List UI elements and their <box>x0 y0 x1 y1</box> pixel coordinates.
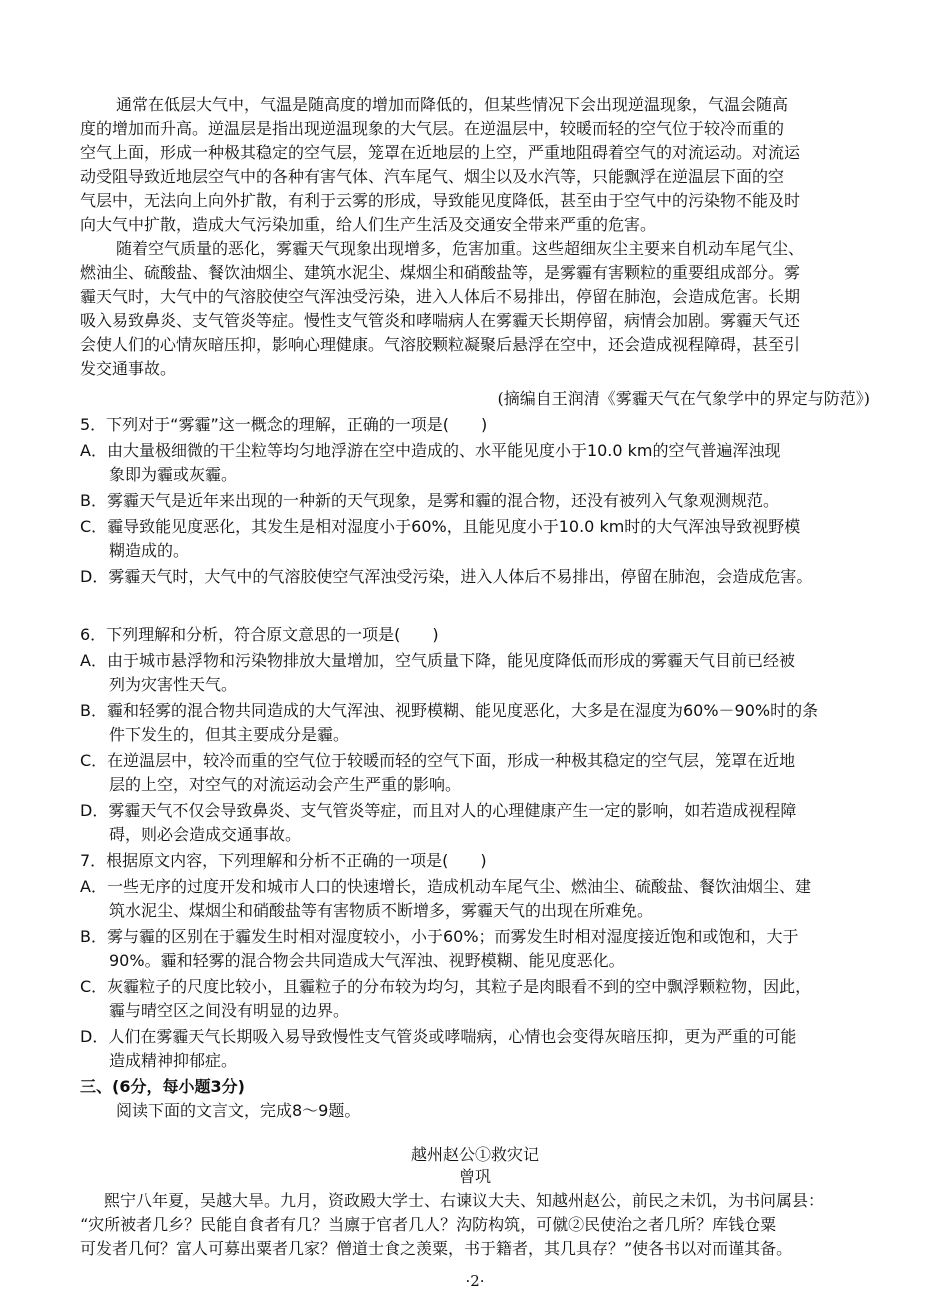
q7-option-c: C．灰霾粒子的尺度比较小，且霾粒子的分布较为均匀，其粒子是肉眼看不到的空中飘浮颗粒物，因此， <box>80 977 812 996</box>
q7-option-d: D．人们在雾霾天气长期吸入易导致慢性支气管炎或哮喘病，心情也会变得灰暗压抑，更为严重的可能 <box>80 1027 797 1046</box>
q7-option-b: B．雾与霾的区别在于霾发生时相对湿度较小，小于60%；而雾发生时相对湿度接近饱和或饱和，大于 <box>80 927 799 946</box>
classical-author: 曾巩 <box>458 1167 491 1186</box>
passage-line: 动受阻导致近地层空气中的各种有害气体、汽车尾气、烟尘以及水汽等，只能飘浮在逆温层下面的空 <box>80 167 785 186</box>
classical-line: 可发者几何？富人可募出粟者几家？僧道士食之羡粟，书于籍者，其几具存？”使各书以对而谨其备。 <box>80 1239 793 1258</box>
q5-option-a-cont: 象即为霾或灰霾。 <box>109 465 238 484</box>
section-heading: 三、(6分，每小题3分) <box>80 1077 245 1096</box>
q6-option-b-cont: 件下发生的，但其主要成分是霾。 <box>109 725 350 744</box>
q5-option-c-cont: 糊造成的。 <box>109 541 190 560</box>
q6-option-a-cont: 列为灾害性天气。 <box>109 675 238 694</box>
q6-option-a: A．由于城市悬浮物和污染物排放大量增加，空气质量下降，能见度降低而形成的雾霾天气目前已经被 <box>80 651 795 670</box>
q7-option-c-cont: 霾与晴空区之间没有明显的边界。 <box>109 1001 350 1020</box>
q7-option-a-cont: 筑水泥尘、煤烟尘和硝酸盐等有害物质不断增多，雾霾天气的出现在所难免。 <box>109 901 654 920</box>
section-instruction: 阅读下面的文言文，完成8～9题。 <box>116 1101 361 1120</box>
passage-line: 向大气中扩散，造成大气污染加重，给人们生产生活及交通安全带来严重的危害。 <box>80 215 657 234</box>
q6-option-b: B．霾和轻雾的混合物共同造成的大气浑浊、视野模糊、能见度恶化，大多是在湿度为60%－90%时的条 <box>80 701 819 720</box>
classical-line: 熙宁八年夏，吴越大旱。九月，资政殿大学士、右谏议大夫、知越州赵公，前民之未饥，为书问属县： <box>104 1191 825 1210</box>
passage-line: 气层中，无法向上向外扩散，有利于云雾的形成，导致能见度降低，甚至由于空气中的污染物不能及时 <box>80 191 801 210</box>
page-number: ·2· <box>465 1272 485 1290</box>
question-6-stem: 6．下列理解和分析，符合原文意思的一项是( ) <box>80 625 439 644</box>
q5-option-a: A．由大量极细微的干尘粒等均匀地浮游在空中造成的、水平能见度小于10.0 km的空气普遍浑浊现 <box>80 441 781 460</box>
q5-option-b: B．雾霾天气是近年来出现的一种新的天气现象，是雾和霾的混合物，还没有被列入气象观测规范。 <box>80 491 779 510</box>
passage-line: 发交通事故。 <box>80 359 177 378</box>
q7-option-d-cont: 造成精神抑郁症。 <box>109 1051 238 1070</box>
passage-source: (摘编自王润清《雾霾天气在气象学中的界定与防范》) <box>497 389 870 408</box>
classical-line: “灾所被者几乡？民能自食者有几？当廪于官者几人？沟防构筑，可僦②民使治之者几所？库钱仓粟 <box>80 1215 777 1234</box>
passage-line: 会使人们的心情灰暗压抑，影响心理健康。气溶胶颗粒凝聚后悬浮在空中，还会造成视程障碍，甚至引 <box>80 335 801 354</box>
classical-title: 越州赵公①救灾记 <box>410 1145 539 1164</box>
q7-option-a: A．一些无序的过度开发和城市人口的快速增长，造成机动车尾气尘、燃油尘、硫酸盐、餐饮油烟尘、建 <box>80 877 811 896</box>
q6-option-c-cont: 层的上空，对空气的对流运动会产生严重的影响。 <box>109 775 462 794</box>
passage-line: 吸入易致鼻炎、支气管炎等症。慢性支气管炎和哮喘病人在雾霾天长期停留，病情会加剧。雾霾天气还 <box>80 311 801 330</box>
q6-option-d: D．雾霾天气不仅会导致鼻炎、支气管炎等症，而且对人的心理健康产生一定的影响，如若造成视程障 <box>80 801 797 820</box>
question-7-stem: 7．根据原文内容，下列理解和分析不正确的一项是( ) <box>80 851 487 870</box>
q6-option-c: C．在逆温层中，较冷而重的空气位于较暖而轻的空气下面，形成一种极其稳定的空气层，笼罩在近地 <box>80 751 796 770</box>
passage-line: 燃油尘、硫酸盐、餐饮油烟尘、建筑水泥尘、煤烟尘和硝酸盐等，是雾霾有害颗粒的重要组成部分。雾 <box>80 263 801 282</box>
passage-line: 随着空气质量的恶化，雾霾天气现象出现增多，危害加重。这些超细灰尘主要来自机动车尾气尘、 <box>116 239 805 258</box>
q6-option-d-cont: 碍，则必会造成交通事故。 <box>109 825 302 844</box>
passage-line: 空气上面，形成一种极其稳定的空气层，笼罩在近地层的上空，严重地阻碍着空气的对流运动。对流运 <box>80 143 801 162</box>
q7-option-b-cont: 90%。霾和轻雾的混合物会共同造成大气浑浊、视野模糊、能见度恶化。 <box>109 951 625 970</box>
passage-line: 通常在低层大气中，气温是随高度的增加而降低的，但某些情况下会出现逆温现象，气温会随高 <box>116 95 789 114</box>
q5-option-d: D．雾霾天气时，大气中的气溶胶使空气浑浊受污染，进入人体后不易排出，停留在肺泡，会造成危害。 <box>80 567 813 586</box>
passage-line: 度的增加而升高。逆温层是指出现逆温现象的大气层。在逆温层中，较暖而轻的空气位于较冷而重的 <box>80 119 785 138</box>
q5-option-c: C．霾导致能见度恶化，其发生是相对湿度小于60%，且能见度小于10.0 km时的大气浑浊导致视野模 <box>80 517 801 536</box>
question-5-stem: 5．下列对于“雾霾”这一概念的理解，正确的一项是( ) <box>80 415 488 434</box>
passage-line: 霾天气时，大气中的气溶胶使空气浑浊受污染，进入人体后不易排出，停留在肺泡，会造成危害。长期 <box>80 287 801 306</box>
